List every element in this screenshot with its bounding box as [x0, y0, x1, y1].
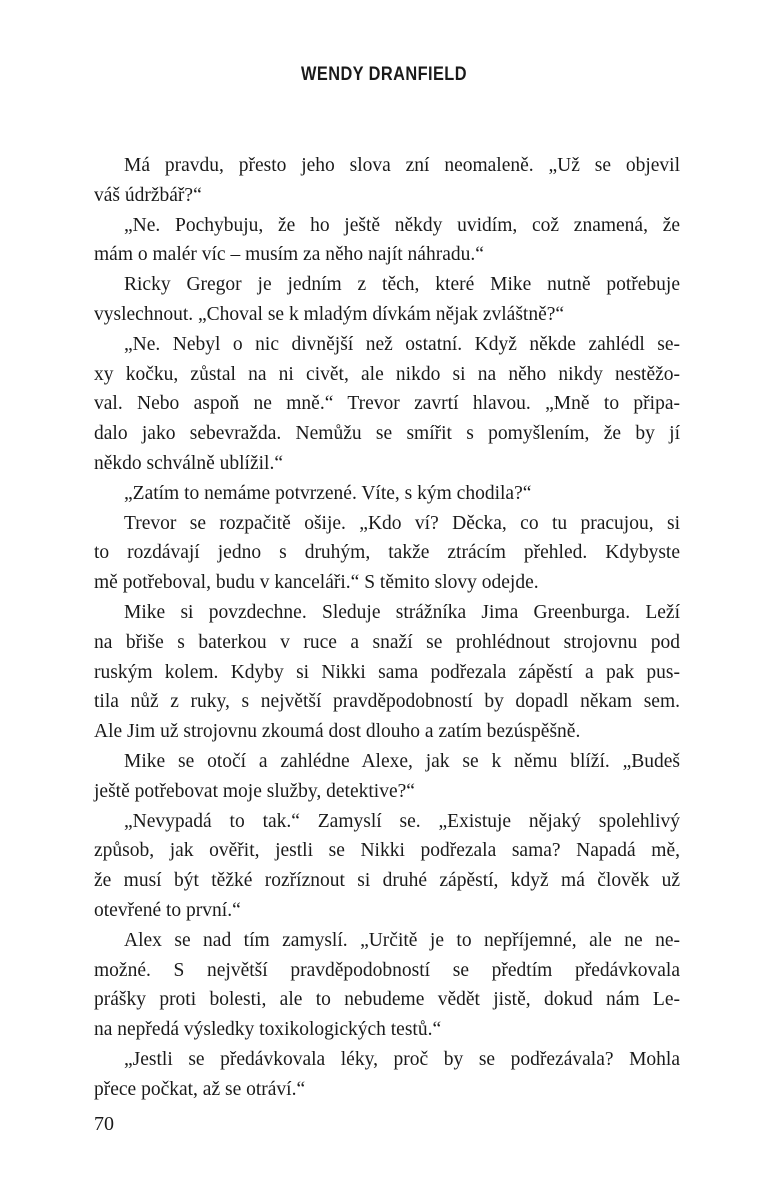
text-line: prášky proti bolesti, ale to nebudeme vědět jistě, dokud nám Le-: [94, 989, 680, 1011]
text-line: Alex se nad tím zamyslí. „Určitě je to nepříjemné, ale ne ne-: [124, 929, 680, 951]
text-line: ruským kolem. Kdyby si Nikki sama podřezala zápěstí a pak pus-: [94, 661, 680, 683]
text-line: možné. S největší pravděpodobností se předtím předávkovala: [94, 959, 680, 981]
text-line: „Nevypadá to tak.“ Zamyslí se. „Existuje nějaký spolehlivý: [124, 810, 680, 832]
text-line: Trevor se rozpačitě ošije. „Kdo ví? Děcka, co tu pracujou, si: [124, 512, 680, 534]
text-line: tila nůž z ruky, s největší pravděpodobností by dopadl někam sem.: [94, 691, 680, 713]
text-line: že musí být těžké rozříznout si druhé zápěstí, když má člověk už: [94, 870, 680, 892]
text-line: způsob, jak ověřit, jestli se Nikki podřezala sama? Napadá mě,: [94, 840, 680, 862]
text-line: „Jestli se předávkovala léky, proč by se podřezávala? Mohla: [124, 1048, 680, 1070]
text-line: mě potřeboval, budu v kanceláři.“ S těmito slovy odejde.: [94, 572, 539, 594]
text-line: xy kočku, zůstal na ni civět, ale nikdo si na něho nikdy nestěžo-: [94, 363, 680, 385]
text-line: Ale Jim už strojovnu zkoumá dost dlouho a zatím bezúspěšně.: [94, 721, 581, 743]
text-line: „Ne. Pochybuju, že ho ještě někdy uvidím, což znamená, že: [124, 214, 680, 236]
text-line: „Zatím to nemáme potvrzené. Víte, s kým chodila?“: [124, 482, 532, 504]
text-line: vyslechnout. „Choval se k mladým dívkám nějak zvláštně?“: [94, 303, 565, 325]
text-line: na nepředá výsledky toxikologických testů.“: [94, 1019, 442, 1041]
text-line: váš údržbář?“: [94, 184, 202, 206]
body-text: [94, 151, 680, 1105]
text-line: Ricky Gregor je jedním z těch, které Mike nutně potřebuje: [124, 274, 680, 296]
text-line: otevřené to první.“: [94, 899, 241, 921]
text-line: val. Nebo aspoň ne mně.“ Trevor zavrtí hlavou. „Mně to připa-: [94, 393, 680, 415]
text-line: „Ne. Nebyl o nic divnější než ostatní. Když někde zahlédl se-: [124, 333, 680, 355]
text-line: to rozdávají jedno s druhým, takže ztrácím přehled. Kdybyste: [94, 542, 680, 564]
text-line: Má pravdu, přesto jeho slova zní neomaleně. „Už se objevil: [124, 155, 680, 176]
page-number: 70: [94, 1113, 114, 1135]
running-head: WENDY DRANFIELD: [301, 64, 467, 85]
text-line: dalo jako sebevražda. Nemůžu se smířit s pomyšlením, že by jí: [94, 423, 680, 445]
text-line: Mike si povzdechne. Sleduje strážníka Jima Greenburga. Leží: [124, 601, 680, 623]
text-line: někdo schválně ublížil.“: [94, 452, 283, 474]
text-line: ještě potřebovat moje služby, detektive?“: [94, 780, 415, 802]
text-line: mám o malér víc – musím za něho najít náhradu.“: [94, 244, 484, 266]
text-line: na břiše s baterkou v ruce a snaží se prohlédnout strojovnu pod: [94, 631, 680, 653]
text-line: přece počkat, až se otráví.“: [94, 1078, 306, 1100]
text-line: Mike se otočí a zahlédne Alexe, jak se k němu blíží. „Budeš: [124, 750, 680, 772]
